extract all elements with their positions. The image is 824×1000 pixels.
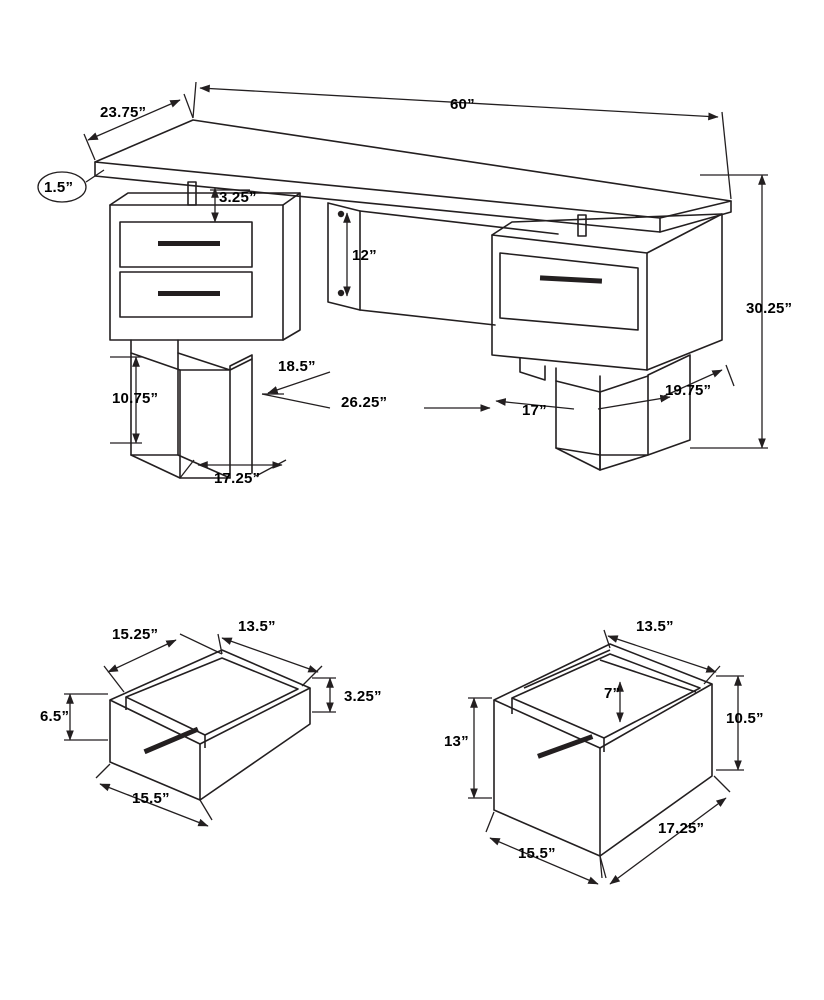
dim-leg-height: 10.75” — [112, 390, 159, 407]
dim-sd-inner-depth: 15.25” — [112, 626, 159, 643]
dim-ld-front-width: 15.5” — [518, 845, 556, 862]
dim-left-cabinet-width: 18.5” — [278, 358, 316, 375]
dim-right-cabinet-width: 17” — [522, 402, 547, 419]
dim-left-leg-depth: 17.25” — [214, 470, 261, 487]
dim-ld-side-depth: 17.25” — [658, 820, 705, 837]
dim-sd-inner-width: 13.5” — [238, 618, 276, 635]
dim-sd-front-width: 15.5” — [132, 790, 170, 807]
desk-overview-dimension-lines — [38, 82, 768, 478]
dim-center-gap-height: 12” — [352, 247, 377, 264]
dim-ld-inner-width: 13.5” — [636, 618, 674, 635]
dim-ld-side-height: 10.5” — [726, 710, 764, 727]
dim-center-opening-width: 26.25” — [341, 394, 388, 411]
dim-ld-front-height: 13” — [444, 733, 469, 750]
dim-drawer-face-height: 3.25” — [219, 189, 257, 206]
dim-top-width: 60” — [450, 96, 475, 113]
dim-top-depth: 23.75” — [100, 104, 147, 121]
dim-sd-front-height: 6.5” — [40, 708, 70, 725]
large-drawer-dimension-lines — [468, 630, 744, 884]
dim-top-thickness: 1.5” — [44, 179, 74, 196]
small-drawer-geometry — [110, 650, 310, 800]
dim-total-height: 30.25” — [746, 300, 793, 317]
dim-ld-inner-height: 7” — [604, 685, 621, 702]
dim-right-leg-depth: 19.75” — [665, 382, 712, 399]
dim-sd-side-height: 3.25” — [344, 688, 382, 705]
desk-overview-geometry — [95, 120, 731, 478]
